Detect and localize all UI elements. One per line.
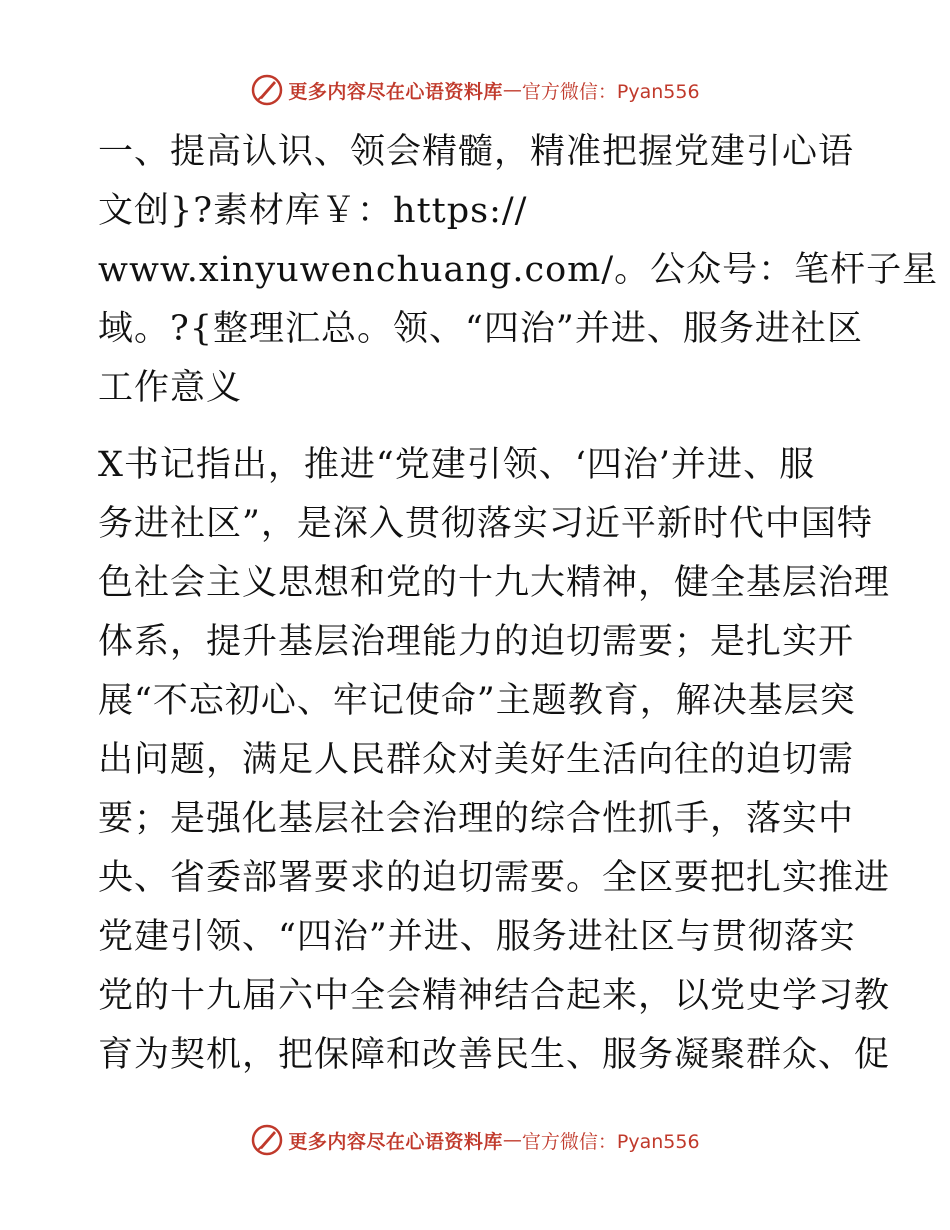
- paragraph-line: 要；是强化基层社会治理的综合性抓手，落实中: [98, 799, 855, 839]
- watermark-contact: 官方微信：Pyan556: [521, 1130, 700, 1153]
- paragraph-line: X书记指出，推进“党建引领、‘四治’并进、服: [98, 445, 816, 485]
- document-body: [98, 123, 939, 1085]
- section-heading: [98, 123, 939, 418]
- watermark-banner-bottom: [0, 1120, 950, 1160]
- watermark-separator: —: [502, 1129, 522, 1151]
- heading-line: 一、提高认识、领会精髓，精准把握党建引心语: [98, 132, 855, 172]
- paragraph-line: 育为契机，把保障和改善民生、服务凝聚群众、促: [98, 1035, 891, 1075]
- watermark-banner-top: [0, 70, 950, 110]
- paragraph-line: 党的十九届六中全会精神结合起来，以党史学习教: [98, 976, 891, 1016]
- paragraph-line: 央、省委部署要求的迫切需要。全区要把扎实推进: [98, 858, 891, 898]
- body-paragraph: [98, 436, 891, 1085]
- paragraph-line: 务进社区”，是深入贯彻落实习近平新时代中国特: [98, 504, 873, 544]
- heading-line: 工作意义: [98, 368, 243, 408]
- watermark-text: 更多内容尽在心语资料库: [288, 1130, 503, 1153]
- heading-line: www.xinyuwenchuang.com/。公众号：笔杆子星: [98, 250, 939, 290]
- paragraph-line: 出问题，满足人民群众对美好生活向往的迫切需: [98, 740, 855, 780]
- paragraph-line: 色社会主义思想和党的十九大精神，健全基层治理: [98, 563, 891, 603]
- paragraph-line: 党建引领、“四治”并进、服务进社区与贯彻落实: [98, 917, 856, 957]
- feather-pen-logo-icon: [250, 1123, 284, 1157]
- watermark-separator: —: [502, 79, 522, 101]
- heading-line: 文创}?素材库￥：https://: [98, 191, 528, 231]
- watermark-text: 更多内容尽在心语资料库: [288, 80, 503, 103]
- heading-line: 域。?{整理汇总。领、“四治”并进、服务进社区: [98, 309, 863, 349]
- watermark-contact: 官方微信：Pyan556: [521, 80, 700, 103]
- feather-pen-logo-icon: [250, 73, 284, 107]
- paragraph-line: 体系，提升基层治理能力的迫切需要；是扎实开: [98, 622, 855, 662]
- paragraph-line: 展“不忘初心、牢记使命”主题教育，解决基层突: [98, 681, 856, 721]
